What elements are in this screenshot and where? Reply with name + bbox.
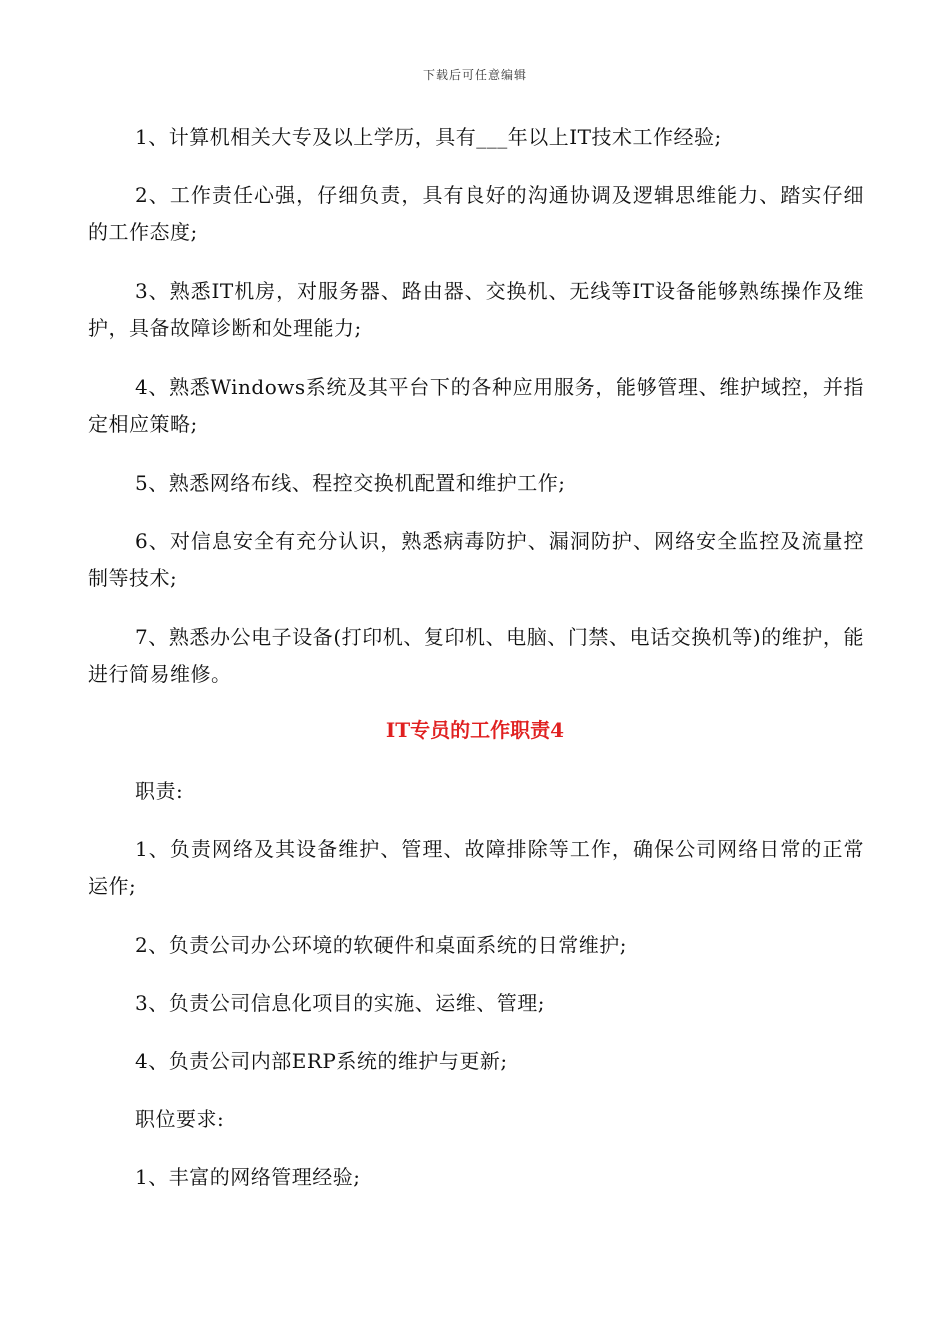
duty-item-2: 2、负责公司办公环境的软硬件和桌面系统的日常维护; bbox=[135, 933, 627, 957]
requirement-item-2: 2、工作责任心强，仔细负责，具有良好的沟通协调及逻辑思维能力、踏实仔细的工作态度; bbox=[88, 183, 864, 244]
duty-item-1: 1、负责网络及其设备维护、管理、故障排除等工作，确保公司网络日常的正常运作; bbox=[88, 837, 864, 898]
section-heading: IT专员的工作职责4 bbox=[385, 718, 565, 742]
duties-label: 职责: bbox=[135, 779, 184, 803]
requirement-item-3: 3、熟悉IT机房，对服务器、路由器、交换机、无线等IT设备能够熟练操作及维护，具备故障诊断和处理能力; bbox=[88, 279, 864, 340]
page-header-note: 下载后可任意编辑 bbox=[422, 68, 527, 82]
duty-item-3: 3、负责公司信息化项目的实施、运维、管理; bbox=[135, 991, 545, 1015]
job-requirements-label: 职位要求: bbox=[135, 1107, 225, 1131]
job-requirement-item-1: 1、丰富的网络管理经验; bbox=[135, 1165, 361, 1189]
requirement-item-4: 4、熟悉Windows系统及其平台下的各种应用服务，能够管理、维护域控，并指定相应策略; bbox=[88, 375, 864, 436]
requirement-item-5: 5、熟悉网络布线、程控交换机配置和维护工作; bbox=[135, 471, 566, 495]
requirement-item-1: 1、计算机相关大专及以上学历，具有___年以上IT技术工作经验; bbox=[135, 125, 722, 149]
requirement-item-7: 7、熟悉办公电子设备(打印机、复印机、电脑、门禁、电话交换机等)的维护，能进行简易维修。 bbox=[88, 625, 864, 686]
requirement-item-6: 6、对信息安全有充分认识，熟悉病毒防护、漏洞防护、网络安全监控及流量控制等技术; bbox=[88, 529, 864, 590]
duty-item-4: 4、负责公司内部ERP系统的维护与更新; bbox=[135, 1049, 508, 1073]
